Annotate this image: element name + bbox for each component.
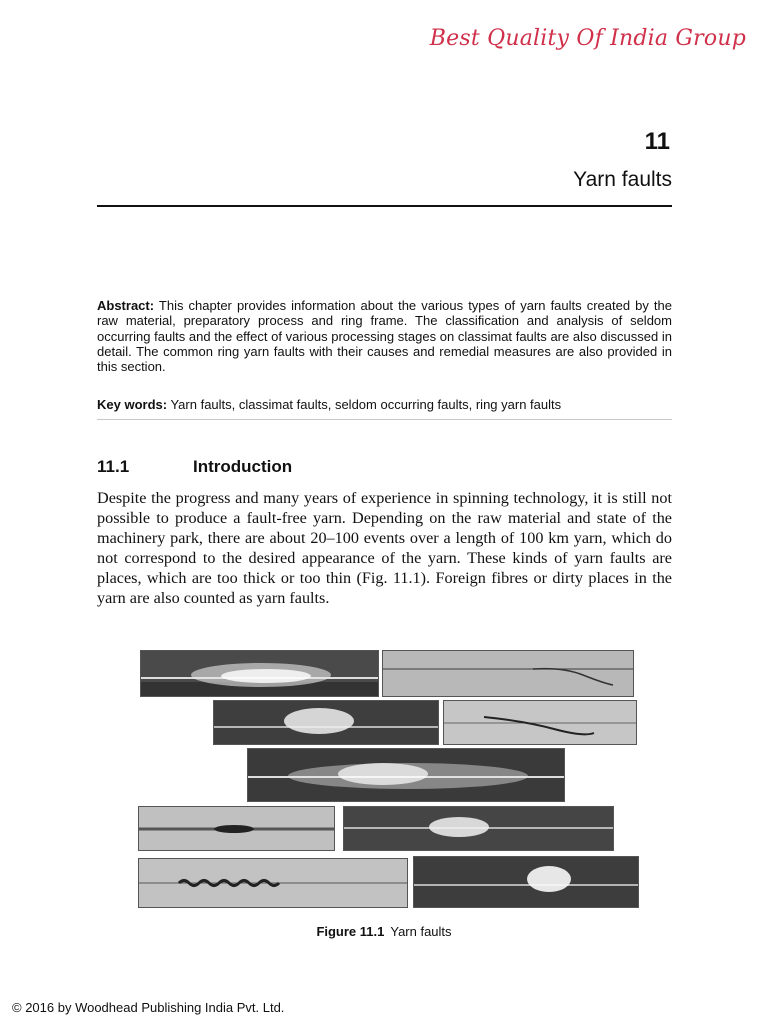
keywords-divider xyxy=(97,419,672,420)
yarn-photo-4 xyxy=(443,700,637,745)
yarn-photo-3 xyxy=(213,700,439,745)
abstract-label: Abstract: xyxy=(97,298,155,313)
yarn-photo-6 xyxy=(138,806,335,851)
yarn-photo-9 xyxy=(413,856,639,908)
section-title: Introduction xyxy=(193,457,293,476)
figure-caption-text: Yarn faults xyxy=(390,924,452,939)
chapter-number: 11 xyxy=(644,128,670,155)
yarn-photo-2 xyxy=(382,650,634,697)
keywords-label: Key words: xyxy=(97,397,168,412)
abstract-paragraph xyxy=(97,298,672,374)
yarn-photo-5 xyxy=(247,748,565,802)
chapter-title: Yarn faults xyxy=(573,168,672,191)
chapter-divider xyxy=(97,205,672,207)
yarn-photo-8 xyxy=(138,858,408,908)
introduction-paragraph: Despite the progress and many years of experience in spinning technology, it is still not possible to produce a fault-free yarn. Depending on the raw material and state of the machinery park, there are about 20–100 events over a length of 100 km yarn, which do not correspond to the desired appearance of the yarn. These kinds of yarn faults are places, which are too thick or too thin (Fig. 11.1). Foreign fibres or dirty places in the yarn are also counted as yarn faults. xyxy=(97,489,672,607)
copyright-footer: © 2016 by Woodhead Publishing India Pvt. Ltd. xyxy=(12,1000,285,1015)
figure-label: Figure 11.1 xyxy=(316,924,385,939)
figure-caption xyxy=(0,924,768,939)
brand-watermark: Best Quality Of India Group xyxy=(429,26,746,51)
section-number: 11.1 xyxy=(97,457,130,476)
keywords-text: Yarn faults, classimat faults, seldom occurring faults, ring yarn faults xyxy=(170,397,562,412)
keywords-line xyxy=(97,397,677,412)
section-heading xyxy=(97,457,292,477)
yarn-photo-7 xyxy=(343,806,614,851)
yarn-photo-1 xyxy=(140,650,379,697)
abstract-text: This chapter provides information about the various types of yarn faults created by the raw material, preparatory process and ring frame. The classification and analysis of seldom occurring faults and the effect of various processing stages on classimat faults are also discussed in detail. The common ring yarn faults with their causes and remedial measures are also provided in this section. xyxy=(97,298,672,375)
